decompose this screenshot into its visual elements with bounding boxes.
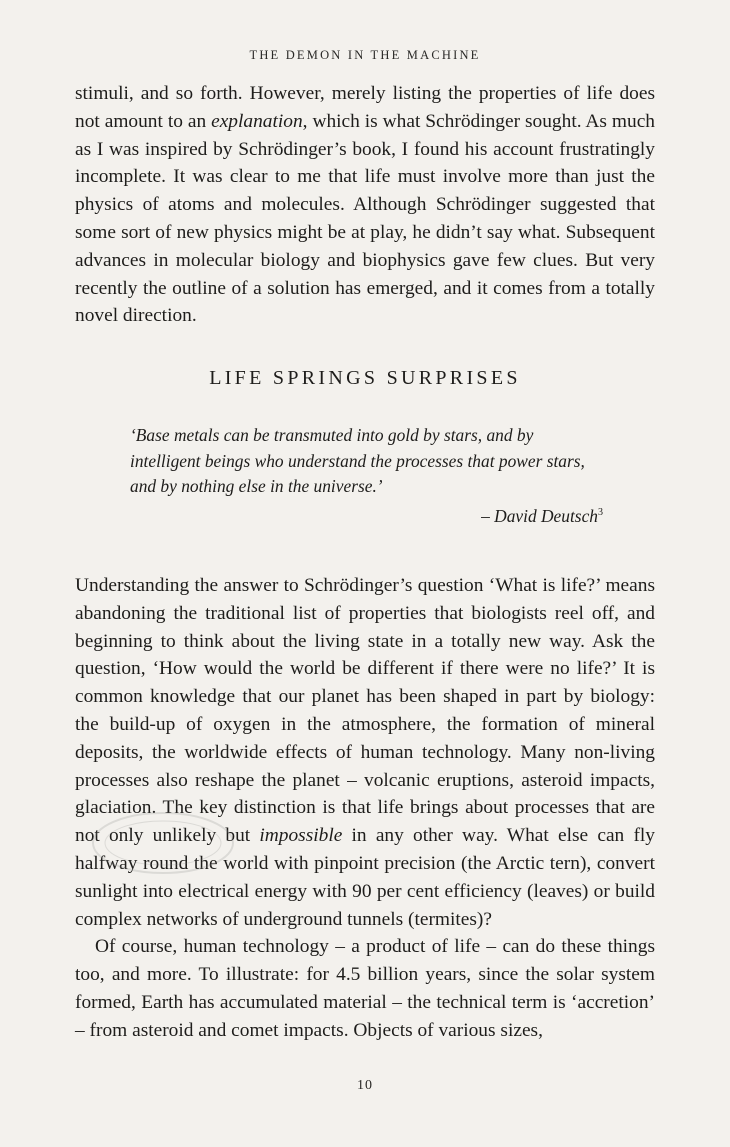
intro-emphasis: explanation (211, 110, 303, 132)
epigraph (130, 423, 605, 529)
intro-text-part2: , which is what Schrödinger sought. As much as I was inspired by Schrödinger’s book, I found his account frustratingly incomplete. It was clear to me that life must involve more than just the physics of atoms and molecules. Although Schrödinger suggested that some sort of new physics might be at play, he didn’t say what. Subsequent advances in molecular biology and biophysics gave few clues. But very recently the outline of a solution has emerged, and it comes from a totally novel direction. (75, 110, 655, 327)
epigraph-author: – David Deutsch (481, 505, 598, 526)
intro-paragraph-text (75, 80, 655, 330)
footnote-marker: 3 (598, 506, 603, 518)
page-number: 10 (357, 1078, 373, 1093)
paragraph-1 (75, 572, 655, 933)
epigraph-quote: ‘Base metals can be transmuted into gold by stars, and by intelligent beings who understand the processes that power stars, and by nothing else in the universe.’ (130, 425, 585, 497)
running-head: THE DEMON IN THE MACHINE (249, 48, 481, 62)
paragraph-2: Of course, human technology – a product of life – can do these things too, and more. To illustrate: for 4.5 billion years, since the solar system formed, Earth has accumulated material – the technical term is ‘accretion’ – from asteroid and comet impacts. Objects of various sizes, (75, 936, 655, 1041)
intro-text-part1: stimuli, and so forth. However, merely listing the properties of life does not amount to an (75, 83, 655, 132)
section-heading: LIFE SPRINGS SURPRISES (209, 367, 521, 389)
paragraph-1-emphasis: impossible (259, 825, 343, 847)
epigraph-attribution (130, 500, 605, 529)
paragraph-1-part2: in any other way. What else can fly halfway round the world with pinpoint precision (the Arctic tern), convert sunlight into electrical energy with 90 per cent efficiency (leaves) or build complex networks of underground tunnels (termites)? (75, 825, 655, 930)
main-text (75, 572, 655, 1045)
paragraph-1-part1: Understanding the answer to Schrödinger’s question ‘What is life?’ means abandoning the traditional list of properties that biologists reel off, and beginning to think about the living state in a totally new way. Ask the question, ‘How would the world be different if there were no life?’ It is common knowledge that our planet has been shaped in part by biology: the build-up of oxygen in the atmosphere, the formation of mineral deposits, the worldwide effects of human technology. Many non-living processes also reshape the planet – volcanic eruptions, asteroid impacts, glaciation. The key distinction is that life brings about processes that are not only unlikely but (75, 575, 655, 847)
intro-paragraph (75, 80, 655, 330)
